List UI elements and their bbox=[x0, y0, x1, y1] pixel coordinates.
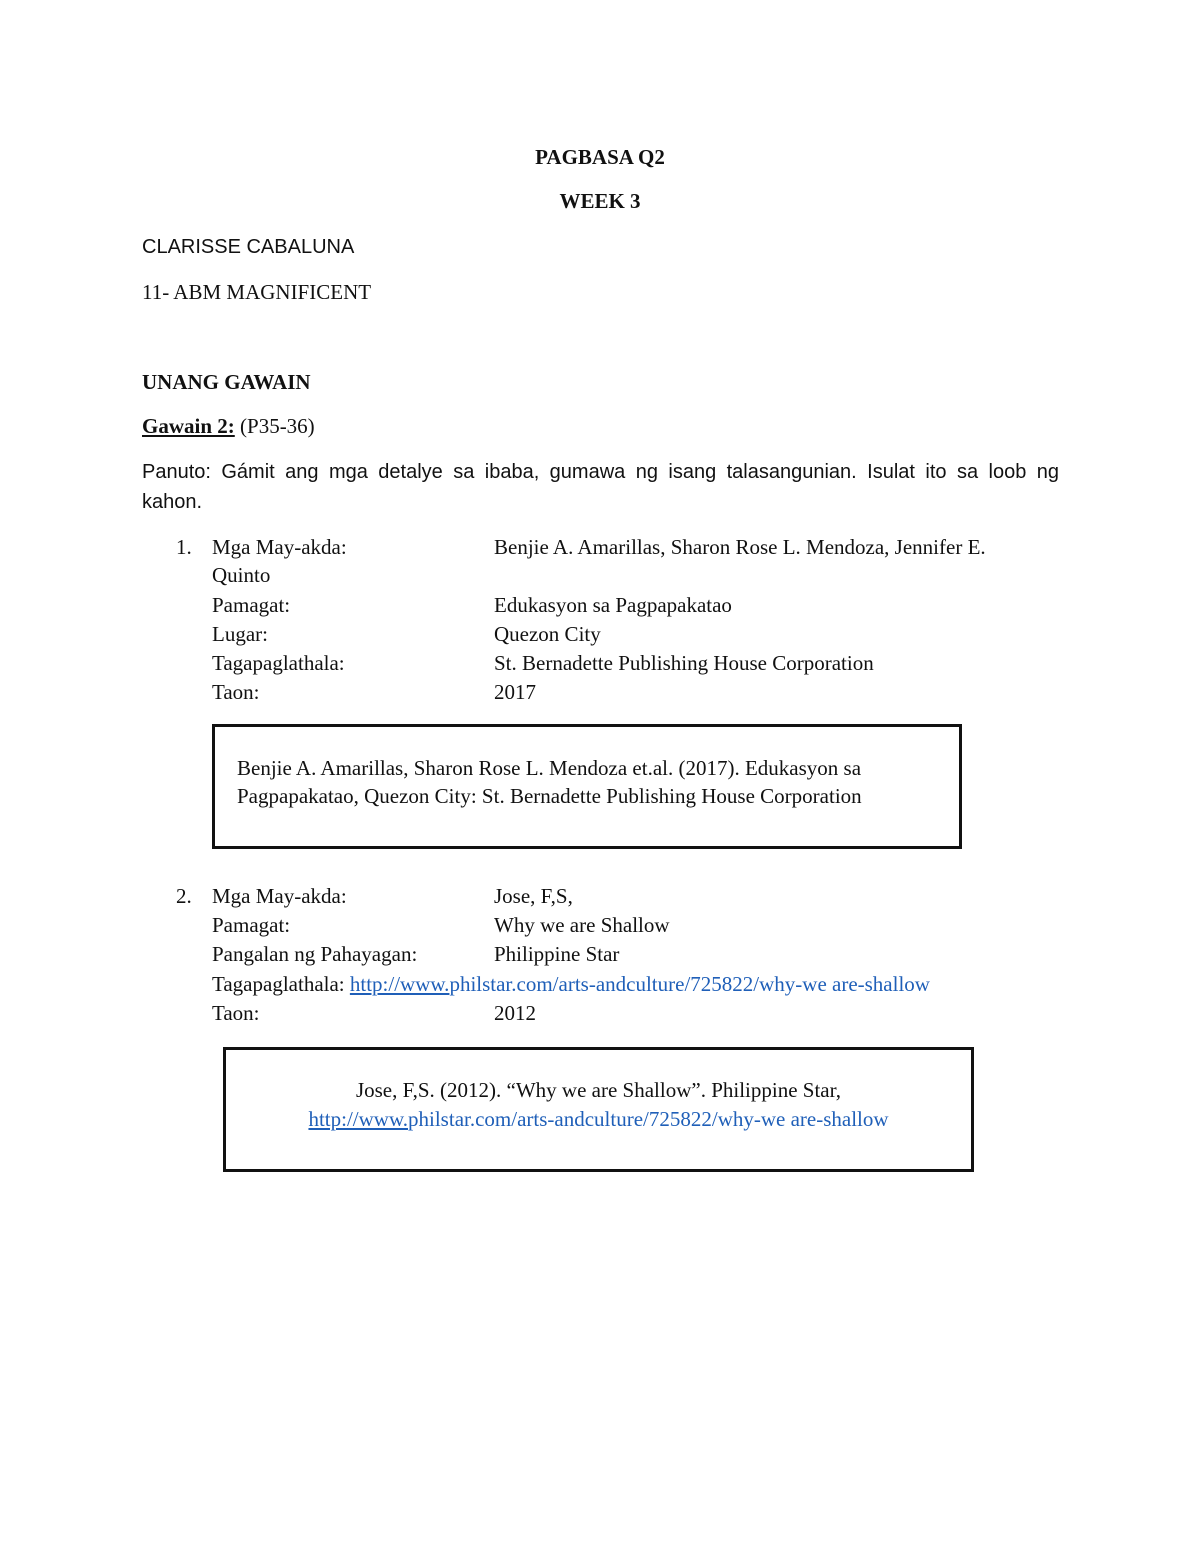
item-2-authors-value: Jose, F,S, bbox=[494, 884, 573, 908]
page-title: PAGBASA Q2 bbox=[535, 145, 665, 169]
student-section: 11- ABM MAGNIFICENT bbox=[142, 280, 372, 304]
item-2-title-value: Why we are Shallow bbox=[494, 913, 670, 937]
instructions-line-1: Panuto: Gámit ang mga detalye sa ibaba, gumawa ng isang talasangunian. Isulat ito sa loob ng bbox=[142, 461, 1059, 483]
item-2-newspaper-value: Philippine Star bbox=[494, 942, 620, 966]
citation-2-line-1: Jose, F,S. (2012). “Why we are Shallow”. Philippine Star, bbox=[355, 1078, 842, 1102]
activity-pages: (P35-36) bbox=[240, 414, 315, 438]
activity-label-line bbox=[142, 416, 315, 437]
item-1-number: 1. bbox=[176, 535, 192, 559]
item-2-publisher-line bbox=[212, 974, 930, 995]
week-label: WEEK 3 bbox=[559, 189, 641, 213]
item-1-title-value: Edukasyon sa Pagpapakatao bbox=[494, 593, 732, 617]
item-2-year-value: 2012 bbox=[494, 1001, 536, 1025]
citation-2-url[interactable]: http://www.philstar.com/arts-andculture/725822/why-we are-shallow bbox=[308, 1107, 889, 1131]
item-2-year-label: Taon: bbox=[212, 1001, 260, 1025]
activity-heading: UNANG GAWAIN bbox=[142, 370, 311, 394]
item-1-authors-value: Benjie A. Amarillas, Sharon Rose L. Mendoza, Jennifer E. bbox=[494, 535, 986, 559]
citation-box-1 bbox=[212, 724, 962, 849]
item-2-number: 2. bbox=[176, 884, 192, 908]
activity-label: Gawain 2: bbox=[142, 414, 235, 438]
citation-box-2 bbox=[223, 1047, 974, 1172]
item-2-publisher-label: Tagapaglathala: bbox=[212, 972, 345, 996]
citation-1-line-1: Benjie A. Amarillas, Sharon Rose L. Mendoza et.al. (2017). Edukasyon sa bbox=[237, 756, 862, 780]
item-1-title-label: Pamagat: bbox=[212, 593, 291, 617]
item-1-authors-label: Mga May-akda: bbox=[212, 535, 347, 559]
item-1-year-value: 2017 bbox=[494, 680, 536, 704]
item-1-place-label: Lugar: bbox=[212, 622, 268, 646]
item-1-year-label: Taon: bbox=[212, 680, 260, 704]
citation-2-url-line bbox=[226, 1109, 971, 1130]
item-1-publisher-label: Tagapaglathala: bbox=[212, 651, 345, 675]
instructions-line-2: kahon. bbox=[142, 491, 203, 513]
citation-1-line-2: Pagpapakatao, Quezon City: St. Bernadette Publishing House Corporation bbox=[237, 784, 862, 808]
student-name: CLARISSE CABALUNA bbox=[142, 236, 355, 258]
item-2-authors-label: Mga May-akda: bbox=[212, 884, 347, 908]
item-2-newspaper-label: Pangalan ng Pahayagan: bbox=[212, 942, 418, 966]
item-2-title-label: Pamagat: bbox=[212, 913, 291, 937]
item-2-publisher-url[interactable]: http://www.philstar.com/arts-andculture/725822/why-we are-shallow bbox=[349, 972, 930, 996]
item-1-place-value: Quezon City bbox=[494, 622, 601, 646]
item-1-publisher-value: St. Bernadette Publishing House Corporation bbox=[494, 651, 874, 675]
item-1-authors-value-cont: Quinto bbox=[212, 563, 271, 587]
